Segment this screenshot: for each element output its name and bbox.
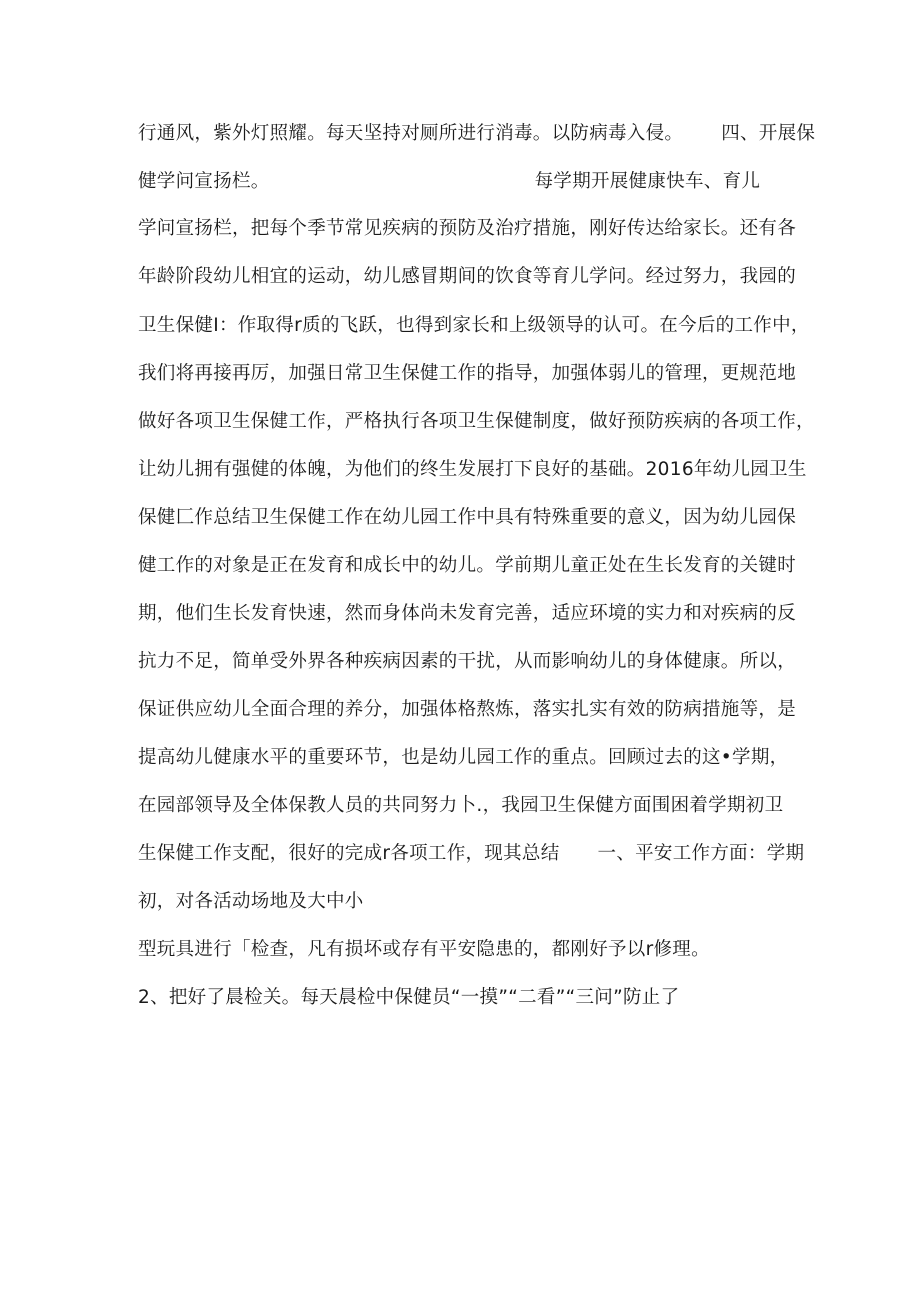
- text-line-19: 2、把好了晨检关。每天晨检中保健员“一摸”“二看”“三问”防止了: [138, 987, 680, 1008]
- text-line-15: 在园部领导及全体保教人员的共同努力卜.，我园卫生保健方面围困着学期初卫: [138, 795, 784, 816]
- text-segment: 四、开展保: [721, 123, 816, 144]
- text-line-10: 健工作的对象是正在发育和成长中的幼儿。学前期儿童正处在生长发育的关键时: [138, 555, 797, 576]
- text-line-6: 我们将再接再厉，加强日常卫生保健工作的指导，加强体弱儿的管理，更规范地: [138, 363, 797, 384]
- text-line-8: 让幼儿拥有强健的体魄，为他们的终生发展打下良好的基础。2016年幼儿园卫生: [138, 459, 807, 480]
- text-line-17: 初，对各活动场地及大中小: [138, 891, 364, 912]
- text-segment: 每学期开展健康快车、育儿: [534, 171, 761, 192]
- text-line-12: 抗力不足，简单受外界各种疾病因素的干扰，从而影响幼儿的身体健康。所以，: [138, 651, 797, 672]
- text-line-4: 年龄阶段幼儿相宜的运动，幼儿感冒期间的饮食等育儿学问。经过努力，我园的: [138, 266, 797, 287]
- text-segment: 行通风，紫外灯照耀。每天坚持对厕所进行消毒。以防病毒入侵。: [138, 123, 684, 144]
- text-line-7: 做好各项卫生保健工作，严格执行各项卫生保健制度，做好预防疾病的各项工作，: [138, 411, 815, 432]
- text-line-3: 学问宣扬栏，把每个季节常见疾病的预防及治疗措施，刚好传达给家长。还有各: [138, 218, 797, 239]
- text-line-1: [138, 122, 815, 146]
- text-segment: 生保健工作支配，很好的完成r各项工作，现其总结: [138, 843, 560, 864]
- text-line-14: 提高幼儿健康水平的重要环节，也是幼儿园工作的重点。回顾过去的这•学期，: [138, 747, 789, 768]
- text-line-5: 卫生保健I：作取得r质的飞跃，也得到家长和上级领导的认可。在今后的工作中，: [138, 315, 810, 336]
- text-line-18: 型玩具进行「检查，凡有损坏或存有平安隐患的，都刚好予以r修理。: [138, 939, 710, 960]
- text-line-9: 保健匚作总结卫生保健工作在幼儿园工作中具有特殊重要的意义，因为幼儿园保: [138, 507, 797, 528]
- text-line-16: [138, 842, 804, 866]
- text-line-2: [138, 170, 760, 194]
- text-line-13: 保证供应幼儿全面合理的养分，加强体格熬炼，落实扎实有效的防病措施等，是: [138, 699, 797, 720]
- text-line-11: 期，他们生长发育快速，然而身体尚未发育完善，适应环境的实力和对疾病的反: [138, 603, 797, 624]
- text-segment: 健学问宣扬栏。: [138, 171, 270, 192]
- text-segment: 一、平安工作方面：学期: [597, 843, 805, 864]
